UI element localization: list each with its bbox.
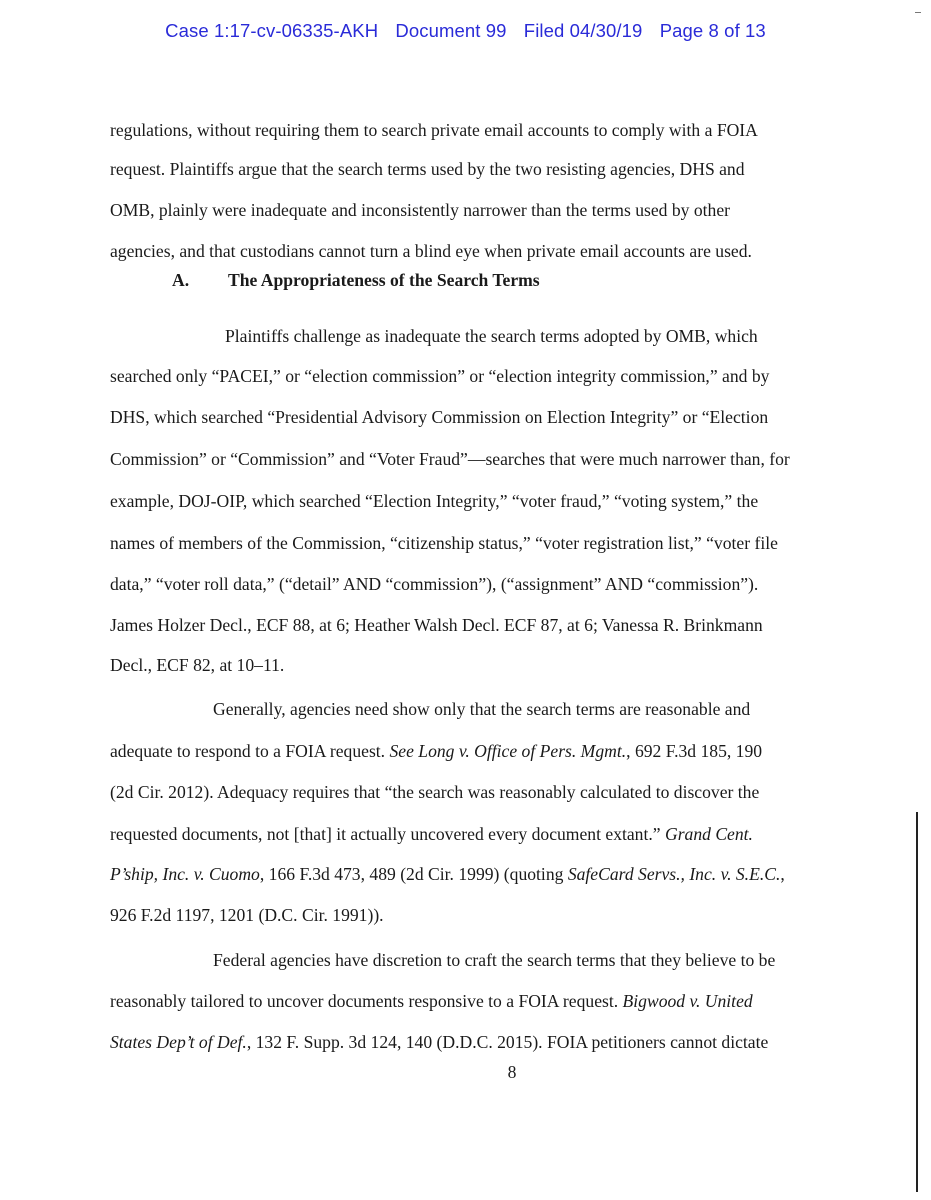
section-letter: A. <box>172 270 190 290</box>
body-line <box>110 739 850 763</box>
case-citation: See Long v. Office of Pers. Mgmt. <box>389 741 627 761</box>
body-line: Federal agencies have discretion to craft the search terms that they believe to be <box>213 950 776 970</box>
body-text: , 132 F. Supp. 3d 124, 140 (D.D.C. 2015). FOIA petitioners cannot dictate <box>246 1032 769 1052</box>
body-line: data,” “voter roll data,” (“detail” AND “commission”), (“assignment” AND “commission”). <box>110 574 759 594</box>
page-number: 8 <box>507 1062 517 1082</box>
body-line: (2d Cir. 2012). Adequacy requires that “the search was reasonably calculated to discover the <box>110 782 760 802</box>
body-line: 926 F.2d 1197, 1201 (D.C. Cir. 1991)). <box>110 905 384 925</box>
body-line: example, DOJ-OIP, which searched “Election Integrity,” “voter fraud,” “voting system,” the <box>110 491 759 511</box>
body-line <box>110 1030 850 1054</box>
case-citation: SafeCard Servs., Inc. v. S.E.C. <box>567 864 781 884</box>
body-line: Commission” or “Commission” and “Voter Fraud”—searches that were much narrower than, for <box>110 449 790 469</box>
body-line: Generally, agencies need show only that the search terms are reasonable and <box>213 699 751 719</box>
case-citation: P’ship, Inc. v. Cuomo <box>110 864 260 884</box>
body-line: agencies, and that custodians cannot turn a blind eye when private email accounts are used. <box>110 241 752 261</box>
filed-date: Filed 04/30/19 <box>523 20 643 41</box>
body-text: reasonably tailored to uncover documents responsive to a FOIA request. <box>110 991 623 1011</box>
case-citation: States Dep’t of Def. <box>110 1032 247 1052</box>
body-text: , <box>780 864 785 884</box>
scan-edge-line <box>916 812 918 1192</box>
body-line <box>110 862 850 886</box>
section-heading <box>172 270 540 291</box>
body-line: regulations, without requiring them to search private email accounts to comply with a FOIA <box>110 120 758 140</box>
case-number: Case 1:17-cv-06335-AKH <box>165 20 379 41</box>
body-line: James Holzer Decl., ECF 88, at 6; Heather Walsh Decl. ECF 87, at 6; Vanessa R. Brinkmann <box>110 615 763 635</box>
body-text: adequate to respond to a FOIA request. <box>110 741 390 761</box>
body-line: OMB, plainly were inadequate and inconsistently narrower than the terms used by other <box>110 200 731 220</box>
case-citation: Bigwood v. United <box>622 991 753 1011</box>
body-line: Decl., ECF 82, at 10–11. <box>110 655 285 675</box>
body-line: searched only “PACEI,” or “election commission” or “election integrity commission,” and by <box>110 366 770 386</box>
body-text: , 692 F.3d 185, 190 <box>626 741 763 761</box>
body-line: Plaintiffs challenge as inadequate the search terms adopted by OMB, which <box>225 326 758 346</box>
scan-mark <box>915 12 921 13</box>
body-line: DHS, which searched “Presidential Advisory Commission on Election Integrity” or “Election <box>110 407 769 427</box>
body-text: , 166 F.3d 473, 489 (2d Cir. 1999) (quoting <box>259 864 568 884</box>
case-citation: Grand Cent. <box>664 824 753 844</box>
section-title: The Appropriateness of the Search Terms <box>228 270 540 290</box>
document-number: Document 99 <box>395 20 507 41</box>
body-line: names of members of the Commission, “citizenship status,” “voter registration list,” “voter file <box>110 533 778 553</box>
body-line: request. Plaintiffs argue that the search terms used by the two resisting agencies, DHS and <box>110 159 745 179</box>
ecf-header <box>0 20 931 42</box>
body-line <box>110 989 850 1013</box>
page-indicator: Page 8 of 13 <box>659 20 766 41</box>
body-text: requested documents, not [that] it actually uncovered every document extant.” <box>110 824 665 844</box>
body-line <box>110 822 850 846</box>
